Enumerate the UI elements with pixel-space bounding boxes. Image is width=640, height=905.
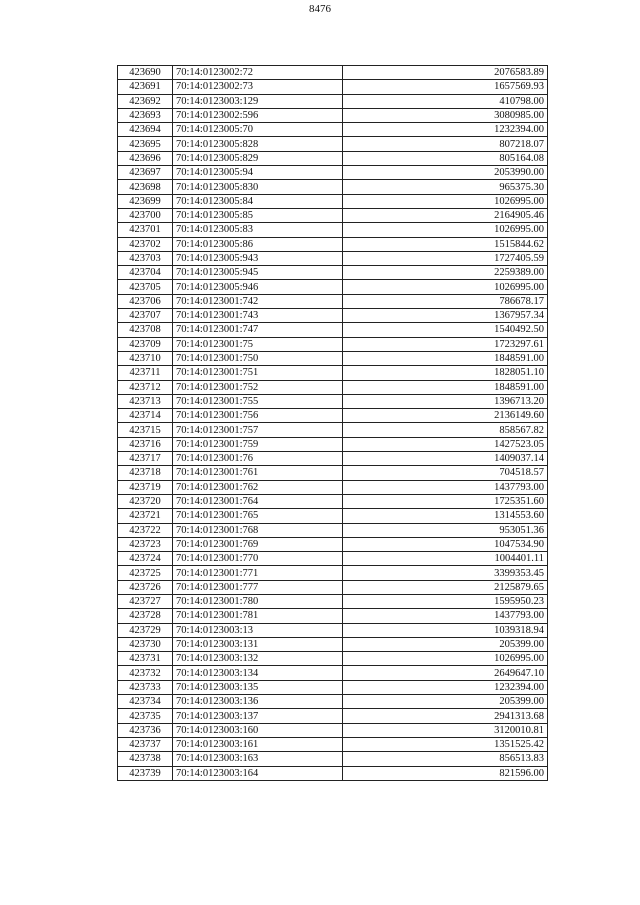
row-number-cell: 423693 bbox=[118, 108, 173, 122]
table-row bbox=[118, 80, 548, 94]
row-number-cell: 423726 bbox=[118, 580, 173, 594]
table-row bbox=[118, 108, 548, 122]
row-number-cell: 423730 bbox=[118, 637, 173, 651]
cadastral-value-cell: 1047534.90 bbox=[343, 537, 548, 551]
cadastral-number-cell: 70:14:0123005:946 bbox=[173, 280, 343, 294]
cadastral-value-cell: 1723297.61 bbox=[343, 337, 548, 351]
cadastral-number-cell: 70:14:0123001:757 bbox=[173, 423, 343, 437]
cadastral-value-cell: 953051.36 bbox=[343, 523, 548, 537]
table-row bbox=[118, 523, 548, 537]
table-row bbox=[118, 309, 548, 323]
row-number-cell: 423734 bbox=[118, 695, 173, 709]
cadastral-value-cell: 2164905.46 bbox=[343, 208, 548, 222]
table-row bbox=[118, 66, 548, 80]
cadastral-number-cell: 70:14:0123005:830 bbox=[173, 180, 343, 194]
cadastral-value-cell: 2053990.00 bbox=[343, 166, 548, 180]
cadastral-number-cell: 70:14:0123003:160 bbox=[173, 723, 343, 737]
registry-table-body bbox=[118, 66, 548, 781]
page-number: 8476 bbox=[309, 3, 331, 15]
table-row bbox=[118, 709, 548, 723]
table-row bbox=[118, 537, 548, 551]
cadastral-value-cell: 3080985.00 bbox=[343, 108, 548, 122]
cadastral-value-cell: 1232394.00 bbox=[343, 123, 548, 137]
table-row bbox=[118, 280, 548, 294]
table-row bbox=[118, 251, 548, 265]
cadastral-value-cell: 2259389.00 bbox=[343, 266, 548, 280]
cadastral-number-cell: 70:14:0123003:129 bbox=[173, 94, 343, 108]
table-row bbox=[118, 166, 548, 180]
cadastral-value-cell: 1725351.60 bbox=[343, 494, 548, 508]
table-row bbox=[118, 680, 548, 694]
table-row bbox=[118, 337, 548, 351]
cadastral-number-cell: 70:14:0123001:759 bbox=[173, 437, 343, 451]
row-number-cell: 423701 bbox=[118, 223, 173, 237]
row-number-cell: 423707 bbox=[118, 309, 173, 323]
cadastral-number-cell: 70:14:0123001:780 bbox=[173, 594, 343, 608]
cadastral-value-cell: 1409037.14 bbox=[343, 452, 548, 466]
registry-table bbox=[117, 65, 548, 781]
cadastral-number-cell: 70:14:0123001:743 bbox=[173, 309, 343, 323]
row-number-cell: 423692 bbox=[118, 94, 173, 108]
cadastral-value-cell: 2941313.68 bbox=[343, 709, 548, 723]
cadastral-number-cell: 70:14:0123003:131 bbox=[173, 637, 343, 651]
cadastral-number-cell: 70:14:0123005:84 bbox=[173, 194, 343, 208]
row-number-cell: 423738 bbox=[118, 752, 173, 766]
cadastral-number-cell: 70:14:0123005:85 bbox=[173, 208, 343, 222]
row-number-cell: 423725 bbox=[118, 566, 173, 580]
cadastral-number-cell: 70:14:0123001:751 bbox=[173, 366, 343, 380]
cadastral-value-cell: 2136149.60 bbox=[343, 409, 548, 423]
cadastral-number-cell: 70:14:0123001:747 bbox=[173, 323, 343, 337]
row-number-cell: 423691 bbox=[118, 80, 173, 94]
row-number-cell: 423727 bbox=[118, 594, 173, 608]
cadastral-value-cell: 1657569.93 bbox=[343, 80, 548, 94]
cadastral-number-cell: 70:14:0123001:769 bbox=[173, 537, 343, 551]
row-number-cell: 423700 bbox=[118, 208, 173, 222]
cadastral-number-cell: 70:14:0123005:83 bbox=[173, 223, 343, 237]
row-number-cell: 423720 bbox=[118, 494, 173, 508]
cadastral-value-cell: 3399353.45 bbox=[343, 566, 548, 580]
cadastral-value-cell: 2125879.65 bbox=[343, 580, 548, 594]
cadastral-number-cell: 70:14:0123003:13 bbox=[173, 623, 343, 637]
cadastral-number-cell: 70:14:0123005:828 bbox=[173, 137, 343, 151]
table-row bbox=[118, 580, 548, 594]
row-number-cell: 423695 bbox=[118, 137, 173, 151]
cadastral-value-cell: 856513.83 bbox=[343, 752, 548, 766]
cadastral-value-cell: 807218.07 bbox=[343, 137, 548, 151]
cadastral-value-cell: 1540492.50 bbox=[343, 323, 548, 337]
table-row bbox=[118, 480, 548, 494]
cadastral-number-cell: 70:14:0123002:72 bbox=[173, 66, 343, 80]
cadastral-number-cell: 70:14:0123001:762 bbox=[173, 480, 343, 494]
row-number-cell: 423698 bbox=[118, 180, 173, 194]
cadastral-value-cell: 805164.08 bbox=[343, 151, 548, 165]
table-row bbox=[118, 752, 548, 766]
table-row bbox=[118, 652, 548, 666]
table-row bbox=[118, 409, 548, 423]
table-row bbox=[118, 394, 548, 408]
cadastral-number-cell: 70:14:0123003:136 bbox=[173, 695, 343, 709]
cadastral-value-cell: 821596.00 bbox=[343, 766, 548, 780]
cadastral-value-cell: 2649647.10 bbox=[343, 666, 548, 680]
table-row bbox=[118, 666, 548, 680]
table-row bbox=[118, 366, 548, 380]
table-row bbox=[118, 123, 548, 137]
cadastral-value-cell: 1727405.59 bbox=[343, 251, 548, 265]
cadastral-number-cell: 70:14:0123005:943 bbox=[173, 251, 343, 265]
table-row bbox=[118, 180, 548, 194]
cadastral-number-cell: 70:14:0123003:132 bbox=[173, 652, 343, 666]
cadastral-number-cell: 70:14:0123001:755 bbox=[173, 394, 343, 408]
cadastral-number-cell: 70:14:0123005:945 bbox=[173, 266, 343, 280]
table-row bbox=[118, 223, 548, 237]
cadastral-value-cell: 1848591.00 bbox=[343, 380, 548, 394]
row-number-cell: 423721 bbox=[118, 509, 173, 523]
cadastral-value-cell: 965375.30 bbox=[343, 180, 548, 194]
cadastral-value-cell: 1396713.20 bbox=[343, 394, 548, 408]
table-row bbox=[118, 151, 548, 165]
cadastral-number-cell: 70:14:0123001:768 bbox=[173, 523, 343, 537]
table-row bbox=[118, 766, 548, 780]
row-number-cell: 423739 bbox=[118, 766, 173, 780]
cadastral-value-cell: 1515844.62 bbox=[343, 237, 548, 251]
row-number-cell: 423712 bbox=[118, 380, 173, 394]
table-row bbox=[118, 466, 548, 480]
cadastral-number-cell: 70:14:0123003:164 bbox=[173, 766, 343, 780]
cadastral-value-cell: 1437793.00 bbox=[343, 609, 548, 623]
cadastral-number-cell: 70:14:0123001:770 bbox=[173, 552, 343, 566]
row-number-cell: 423704 bbox=[118, 266, 173, 280]
cadastral-value-cell: 1039318.94 bbox=[343, 623, 548, 637]
cadastral-value-cell: 2076583.89 bbox=[343, 66, 548, 80]
row-number-cell: 423697 bbox=[118, 166, 173, 180]
row-number-cell: 423735 bbox=[118, 709, 173, 723]
cadastral-value-cell: 1232394.00 bbox=[343, 680, 548, 694]
cadastral-number-cell: 70:14:0123001:750 bbox=[173, 351, 343, 365]
row-number-cell: 423718 bbox=[118, 466, 173, 480]
row-number-cell: 423723 bbox=[118, 537, 173, 551]
cadastral-value-cell: 1026995.00 bbox=[343, 223, 548, 237]
cadastral-number-cell: 70:14:0123001:76 bbox=[173, 452, 343, 466]
table-row bbox=[118, 452, 548, 466]
cadastral-number-cell: 70:14:0123003:134 bbox=[173, 666, 343, 680]
table-row bbox=[118, 237, 548, 251]
row-number-cell: 423724 bbox=[118, 552, 173, 566]
cadastral-value-cell: 704518.57 bbox=[343, 466, 548, 480]
row-number-cell: 423729 bbox=[118, 623, 173, 637]
cadastral-number-cell: 70:14:0123003:135 bbox=[173, 680, 343, 694]
row-number-cell: 423716 bbox=[118, 437, 173, 451]
row-number-cell: 423705 bbox=[118, 280, 173, 294]
row-number-cell: 423722 bbox=[118, 523, 173, 537]
row-number-cell: 423709 bbox=[118, 337, 173, 351]
cadastral-value-cell: 1314553.60 bbox=[343, 509, 548, 523]
table-row bbox=[118, 294, 548, 308]
cadastral-number-cell: 70:14:0123001:771 bbox=[173, 566, 343, 580]
cadastral-number-cell: 70:14:0123001:761 bbox=[173, 466, 343, 480]
cadastral-number-cell: 70:14:0123002:73 bbox=[173, 80, 343, 94]
table-row bbox=[118, 423, 548, 437]
row-number-cell: 423731 bbox=[118, 652, 173, 666]
table-row bbox=[118, 737, 548, 751]
table-row bbox=[118, 266, 548, 280]
row-number-cell: 423708 bbox=[118, 323, 173, 337]
cadastral-value-cell: 1026995.00 bbox=[343, 194, 548, 208]
table-row bbox=[118, 194, 548, 208]
cadastral-number-cell: 70:14:0123001:777 bbox=[173, 580, 343, 594]
table-row bbox=[118, 494, 548, 508]
cadastral-value-cell: 1437793.00 bbox=[343, 480, 548, 494]
row-number-cell: 423732 bbox=[118, 666, 173, 680]
row-number-cell: 423737 bbox=[118, 737, 173, 751]
row-number-cell: 423717 bbox=[118, 452, 173, 466]
cadastral-number-cell: 70:14:0123001:756 bbox=[173, 409, 343, 423]
cadastral-number-cell: 70:14:0123005:70 bbox=[173, 123, 343, 137]
table-row bbox=[118, 437, 548, 451]
cadastral-value-cell: 858567.82 bbox=[343, 423, 548, 437]
row-number-cell: 423736 bbox=[118, 723, 173, 737]
row-number-cell: 423713 bbox=[118, 394, 173, 408]
cadastral-number-cell: 70:14:0123001:752 bbox=[173, 380, 343, 394]
cadastral-number-cell: 70:14:0123001:75 bbox=[173, 337, 343, 351]
table-row bbox=[118, 723, 548, 737]
table-row bbox=[118, 594, 548, 608]
table-row bbox=[118, 351, 548, 365]
cadastral-value-cell: 1828051.10 bbox=[343, 366, 548, 380]
row-number-cell: 423715 bbox=[118, 423, 173, 437]
table-row bbox=[118, 509, 548, 523]
row-number-cell: 423699 bbox=[118, 194, 173, 208]
cadastral-number-cell: 70:14:0123005:829 bbox=[173, 151, 343, 165]
table-row bbox=[118, 208, 548, 222]
cadastral-number-cell: 70:14:0123002:596 bbox=[173, 108, 343, 122]
cadastral-number-cell: 70:14:0123003:161 bbox=[173, 737, 343, 751]
cadastral-value-cell: 786678.17 bbox=[343, 294, 548, 308]
cadastral-value-cell: 1004401.11 bbox=[343, 552, 548, 566]
row-number-cell: 423690 bbox=[118, 66, 173, 80]
cadastral-value-cell: 1367957.34 bbox=[343, 309, 548, 323]
cadastral-value-cell: 1026995.00 bbox=[343, 652, 548, 666]
table-row bbox=[118, 623, 548, 637]
cadastral-number-cell: 70:14:0123001:742 bbox=[173, 294, 343, 308]
table-row bbox=[118, 695, 548, 709]
row-number-cell: 423702 bbox=[118, 237, 173, 251]
table-row bbox=[118, 380, 548, 394]
table-row bbox=[118, 323, 548, 337]
row-number-cell: 423706 bbox=[118, 294, 173, 308]
table-row bbox=[118, 94, 548, 108]
table-row bbox=[118, 137, 548, 151]
cadastral-value-cell: 1351525.42 bbox=[343, 737, 548, 751]
cadastral-number-cell: 70:14:0123005:94 bbox=[173, 166, 343, 180]
cadastral-value-cell: 1427523.05 bbox=[343, 437, 548, 451]
row-number-cell: 423710 bbox=[118, 351, 173, 365]
cadastral-value-cell: 205399.00 bbox=[343, 695, 548, 709]
row-number-cell: 423711 bbox=[118, 366, 173, 380]
row-number-cell: 423719 bbox=[118, 480, 173, 494]
row-number-cell: 423728 bbox=[118, 609, 173, 623]
row-number-cell: 423694 bbox=[118, 123, 173, 137]
row-number-cell: 423703 bbox=[118, 251, 173, 265]
cadastral-number-cell: 70:14:0123005:86 bbox=[173, 237, 343, 251]
cadastral-value-cell: 1026995.00 bbox=[343, 280, 548, 294]
row-number-cell: 423733 bbox=[118, 680, 173, 694]
cadastral-number-cell: 70:14:0123003:163 bbox=[173, 752, 343, 766]
table-row bbox=[118, 609, 548, 623]
table-row bbox=[118, 552, 548, 566]
table-row bbox=[118, 637, 548, 651]
cadastral-value-cell: 1848591.00 bbox=[343, 351, 548, 365]
cadastral-value-cell: 3120010.81 bbox=[343, 723, 548, 737]
cadastral-number-cell: 70:14:0123001:765 bbox=[173, 509, 343, 523]
cadastral-value-cell: 205399.00 bbox=[343, 637, 548, 651]
cadastral-number-cell: 70:14:0123001:764 bbox=[173, 494, 343, 508]
cadastral-number-cell: 70:14:0123003:137 bbox=[173, 709, 343, 723]
cadastral-value-cell: 1595950.23 bbox=[343, 594, 548, 608]
cadastral-number-cell: 70:14:0123001:781 bbox=[173, 609, 343, 623]
table-row bbox=[118, 566, 548, 580]
row-number-cell: 423714 bbox=[118, 409, 173, 423]
row-number-cell: 423696 bbox=[118, 151, 173, 165]
cadastral-value-cell: 410798.00 bbox=[343, 94, 548, 108]
